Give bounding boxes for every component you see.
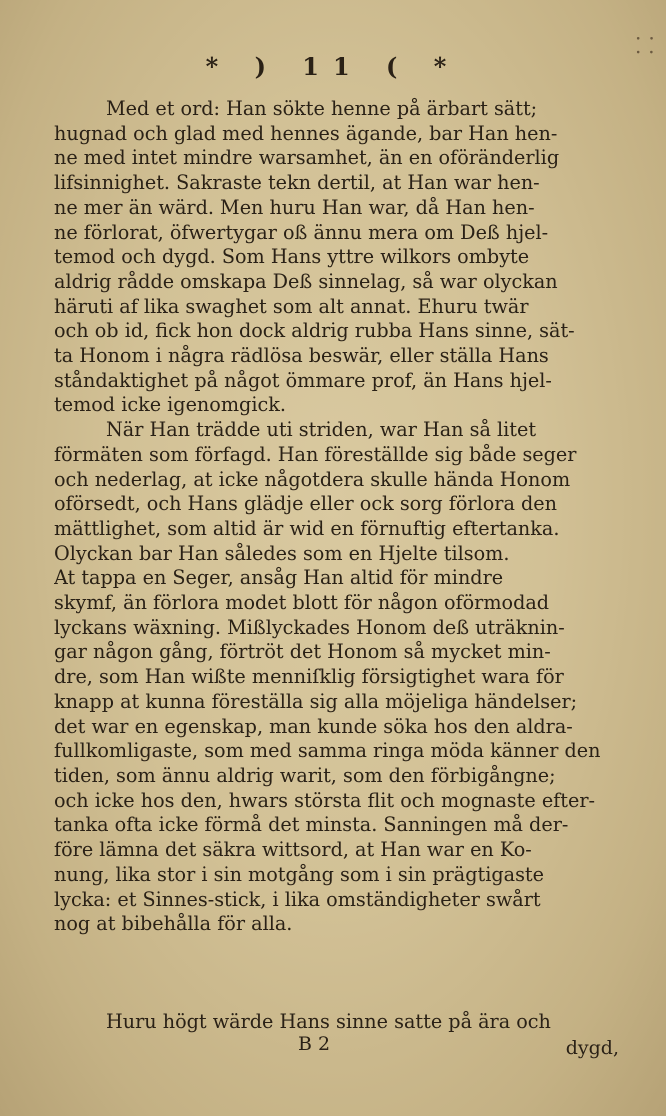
paragraph [54,418,619,937]
text-line: temod och dygd. Som Hans yttre wilkors ombyte [54,245,530,269]
text-line: lycka: et Sinnes-stick, i lika omständigheter swårt [54,887,541,911]
page-header [0,52,666,81]
text-line: nung, lika stor i sin motgång som i sin prägtigaste [54,862,544,886]
text-line: tanka ofta icke förmå det minsta. Sanningen må der- [54,813,569,837]
text-line: och icke hos den, hwars största flit och mognaste efter- [54,788,595,812]
text-line: tiden, som ännu aldrig warit, som den förbigångne; [54,763,556,787]
text-line: ta Honom i några rädlösa beswär, eller ställa Hans [54,344,549,368]
text-line: Huru högt wärde Hans sinne satte på ära och [106,1010,551,1033]
text-line: När Han trädde uti striden, war Han så litet [106,418,537,442]
text-line: dre, som Han wißte menniſklig försigtighet wara för [54,665,564,689]
corner-mark: ⸬ [635,34,654,59]
text-line: skymf, än förlora modet blott för någon oförmodad [54,591,550,615]
text-line: ne mer än wärd. Men huru Han war, då Han hen- [54,195,535,219]
text-line: ne med intet mindre warsamhet, än en oföränderlig [54,146,560,170]
text-line: gar någon gång, förtröt det Honom så mycket min- [54,640,551,664]
right-ornament: * [433,52,461,81]
catchword: dygd, [565,1037,619,1059]
text-line: mättlighet, som altid är wid en förnuftig eftertanka. [54,516,560,540]
text-line: lifsinnighet. Sakraste tekn dertil, at Han war hen- [54,171,540,195]
text-line: knapp at kunna föreställa sig alla möjeliga händelser; [54,689,578,713]
text-line: häruti af lika swaghet som alt annat. Ehuru twär [54,294,529,318]
text-line: temod icke igenomgick. [54,393,286,417]
text-line: At tappa en Seger, ansåg Han altid för mindre [54,566,504,590]
paragraph [54,1010,619,1035]
text-line: ne förlorat, öfwertygar oß ännu mera om Deß hjel- [54,220,549,244]
page-number: ) 11 ( [254,52,412,81]
text-line: och ob id, fick hon dock aldrig rubba Hans sinne, sät- [54,319,575,343]
text-line: lyckans wäxning. Mißlyckades Honom deß uträknin- [54,615,565,639]
text-line: Olyckan bar Han således som en Hjelte tilsom. [54,541,510,565]
paragraph [54,97,619,418]
text-line: ståndaktighet på något ömmare prof, än Hans hjel- [54,368,552,392]
signature-mark: B 2 [298,1033,331,1055]
text-line: fullkomligaste, som med samma ringa möda känner den [54,739,601,763]
text-line: oförsedt, och Hans glädje eller ock sorg förlora den [54,492,557,516]
text-line: aldrig rådde omskapa Deß sinnelag, så war olyckan [54,269,558,293]
text-line: före lämna det säkra wittsord, at Han war en Ko- [54,838,532,862]
text-line: det war en egenskap, man kunde söka hos den aldra- [54,714,573,738]
text-line: förmäten som förfagd. Han föreställde sig både seger [54,442,577,466]
text-line: Med et ord: Han sökte henne på ärbart sätt; [106,97,538,120]
text-line: hugnad och glad med hennes ägande, bar Han hen- [54,121,558,145]
left-ornament: * [205,52,233,81]
text-line: nog at bibehålla för alla. [54,912,293,936]
text-line: och nederlag, at icke någotdera skulle hända Honom [54,467,571,491]
body-text [54,97,619,1033]
